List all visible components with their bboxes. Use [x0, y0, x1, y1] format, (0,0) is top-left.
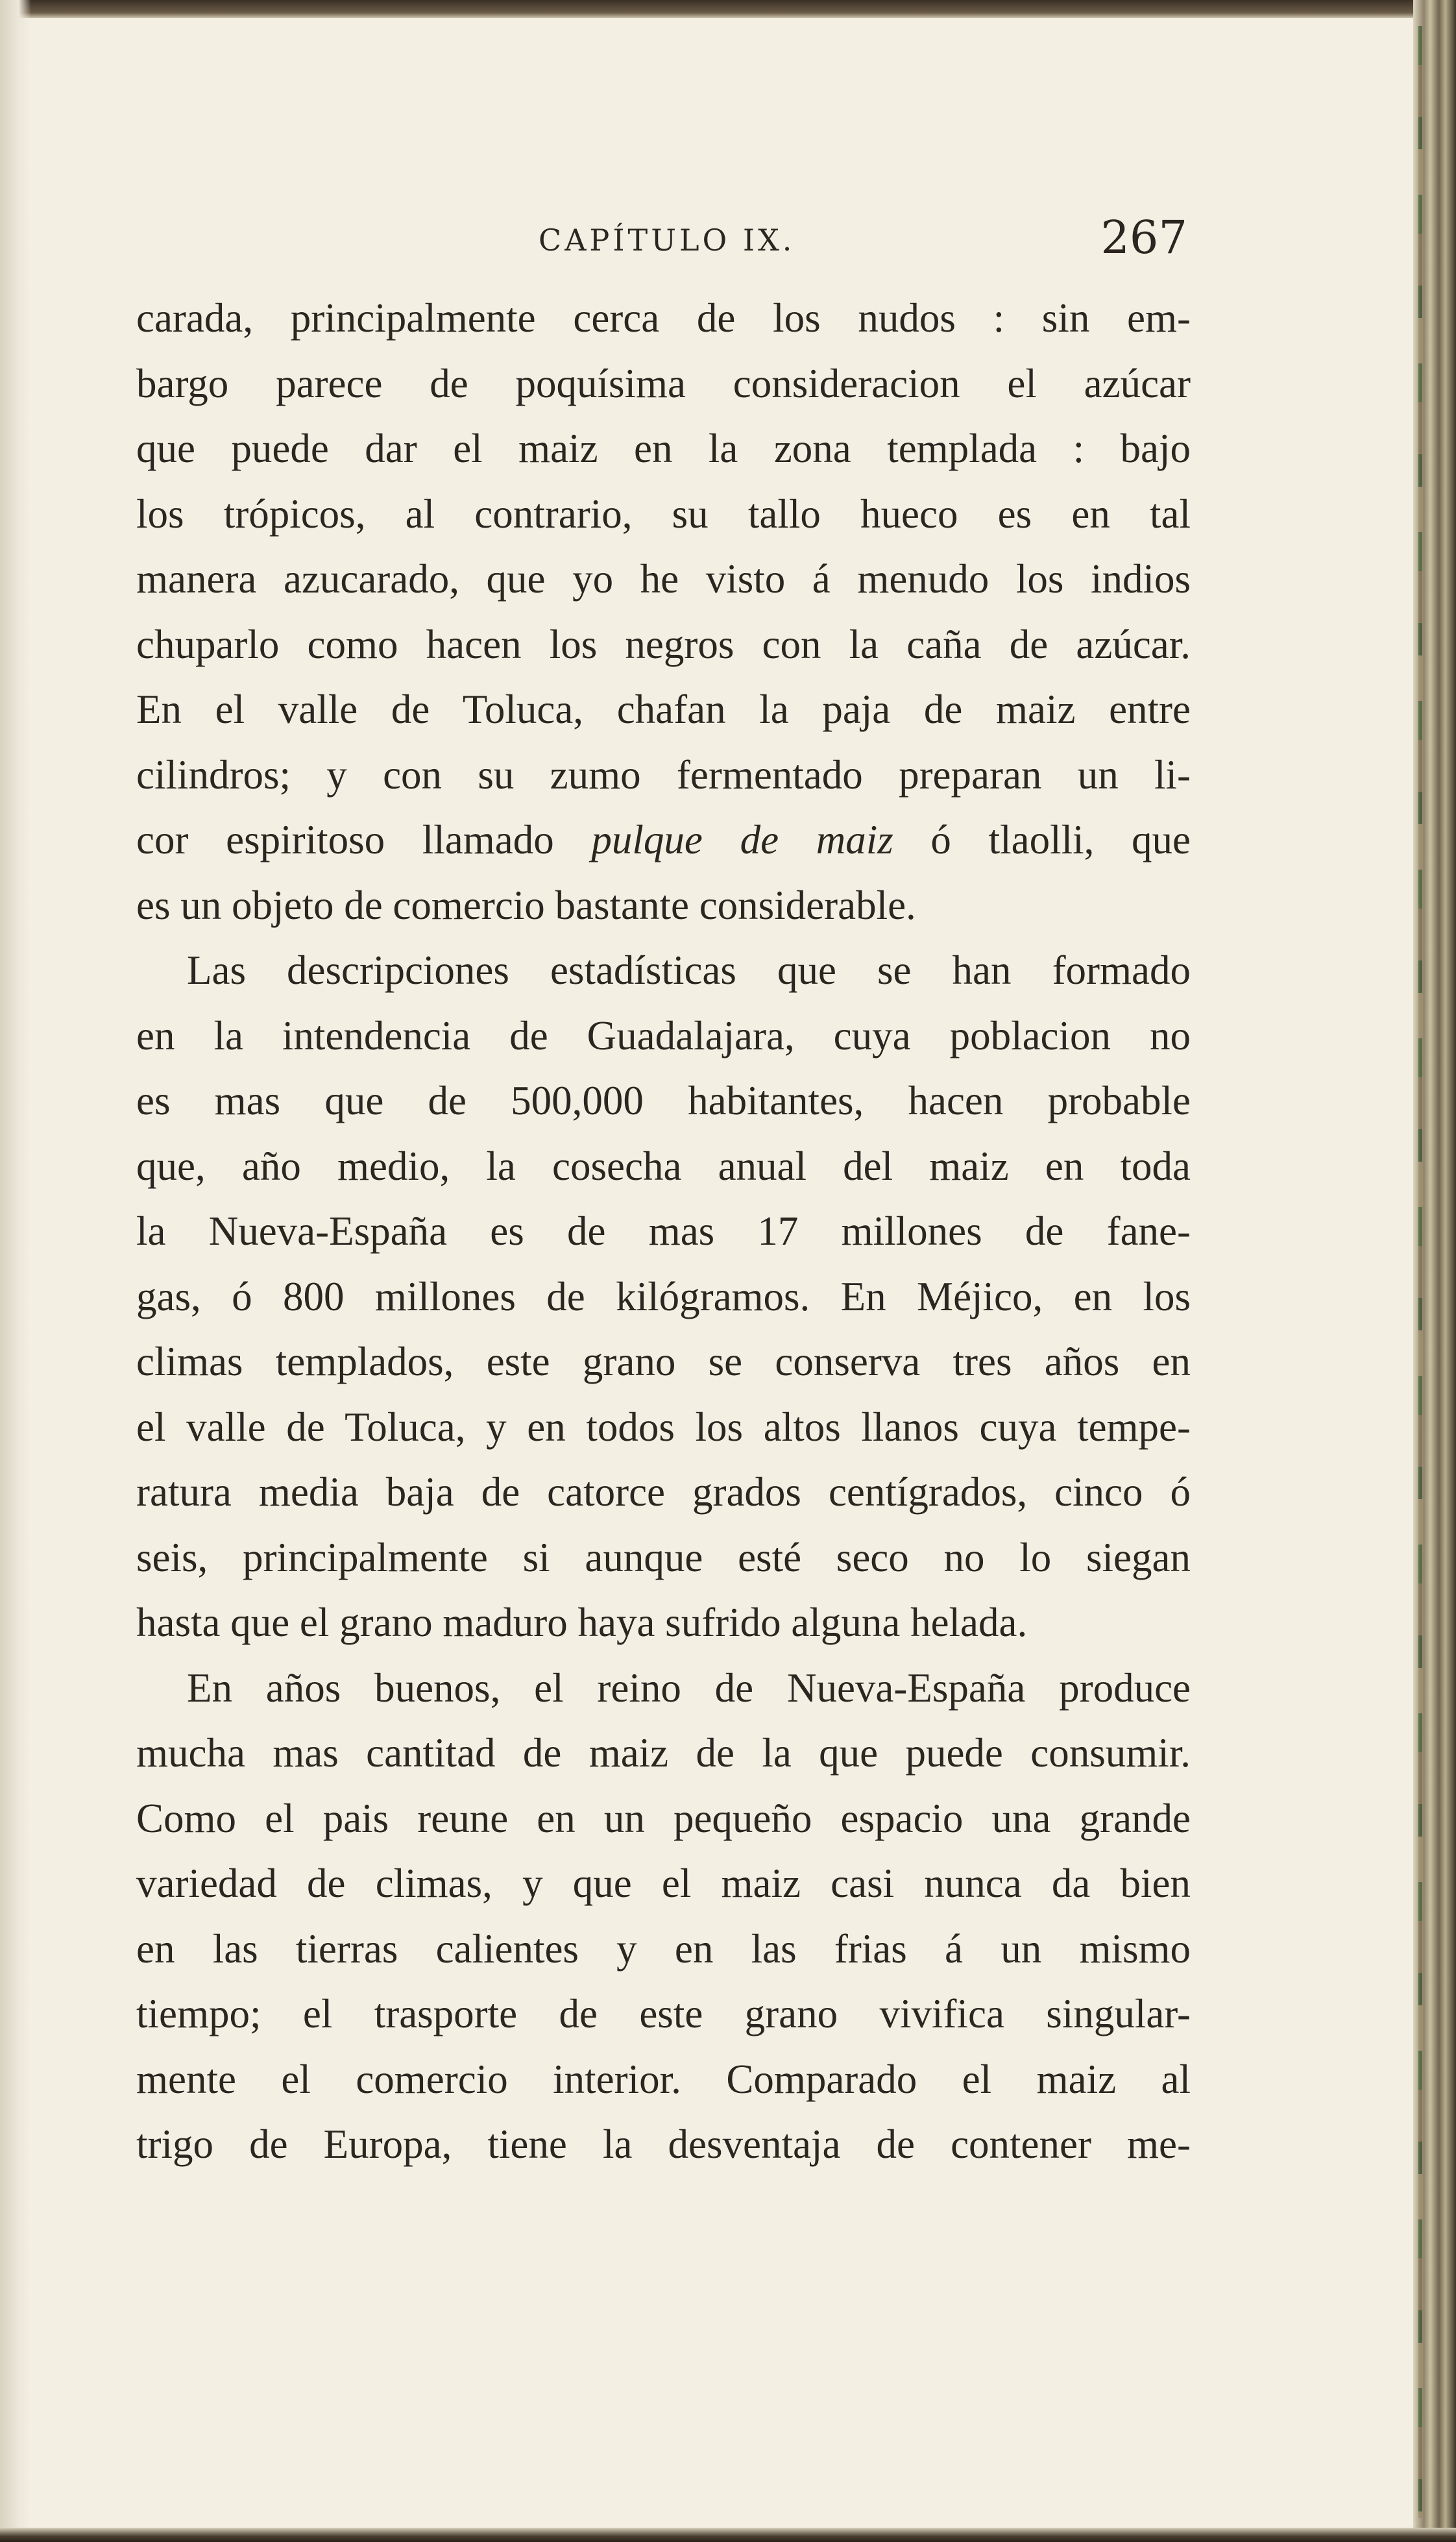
text-line: trigo de Europa, tiene la desventaja de contener me-: [136, 2121, 1191, 2167]
text-line: manera azucarado, que yo he visto á menudo los indios: [136, 556, 1191, 602]
text-line: la Nueva-España es de mas 17 millones de fane-: [136, 1208, 1191, 1254]
text-line: que puede dar el maiz en la zona templada : bajo: [136, 426, 1191, 471]
text-line: es mas que de 500,000 habitantes, hacen probable: [136, 1078, 1191, 1123]
text-line: en las tierras calientes y en las frias á un mismo: [136, 1925, 1191, 1972]
text-line: seis, principalmente si aunque esté seco no lo siegan: [136, 1534, 1191, 1580]
text-line: que, año medio, la cosecha anual del maiz en toda: [136, 1143, 1191, 1189]
text-line: es un objeto de comercio bastante considerable.: [136, 882, 916, 928]
text-line: bargo parece de poquísima consideracion el azúcar: [136, 360, 1191, 406]
page-left-edge: [0, 0, 31, 2542]
text-line: cilindros; y con su zumo fermentado preparan un li-: [136, 752, 1191, 798]
text-line: [136, 807, 1191, 873]
text-line: en la intendencia de Guadalajara, cuya poblacion no: [136, 1012, 1191, 1058]
page-bottom-edge: [0, 2528, 1456, 2542]
text-line: climas templados, este grano se conserva tres años en: [136, 1339, 1191, 1384]
running-head: [136, 211, 1187, 269]
text-line: Las descripciones estadísticas que se han formado: [187, 947, 1191, 993]
text-line: carada, principalmente cerca de los nudos : sin em-: [136, 295, 1191, 341]
text-line: los trópicos, al contrario, su tallo hueco es en tal: [136, 491, 1191, 537]
text-line: chuparlo como hacen los negros con la caña de azúcar.: [136, 621, 1191, 667]
text-line: variedad de climas, y que el maiz casi nunca da bien: [136, 1861, 1191, 1906]
text-line: Como el pais reune en un pequeño espacio una grande: [136, 1795, 1191, 1841]
chapter-heading: CAPÍTULO IX.: [539, 223, 795, 258]
text-line: el valle de Toluca, y en todos los altos llanos cuya tempe-: [136, 1404, 1191, 1450]
paragraph: [136, 1656, 1191, 2177]
paragraph: [136, 938, 1191, 1656]
page-top-edge: [0, 0, 1456, 18]
italic-term: pulque de maiz: [591, 817, 893, 862]
text-line: ratura media baja de catorce grados centígrados, cinco ó: [136, 1469, 1191, 1515]
text-line: hasta que el grano maduro haya sufrido alguna helada.: [136, 1600, 1028, 1645]
text-line: gas, ó 800 millones de kilógramos. En Méjico, en los: [136, 1273, 1191, 1319]
text-line: En años buenos, el reino de Nueva-España produce: [187, 1665, 1191, 1711]
text-run: cor espiritoso llamado: [136, 817, 592, 862]
text-line: tiempo; el trasporte de este grano vivifica singular-: [136, 1991, 1191, 2036]
text-line: mucha mas cantitad de maiz de la que puede consumir.: [136, 1730, 1191, 1776]
body-text: [136, 286, 1191, 2177]
paragraph: [136, 286, 1191, 938]
text-line: mente el comercio interior. Comparado el maiz al: [136, 2056, 1191, 2102]
page-number: 267: [1100, 211, 1187, 264]
text-line: En el valle de Toluca, chafan la paja de maiz entre: [136, 687, 1191, 732]
text-run: ó tlaolli, que: [893, 817, 1191, 862]
book-binding-stripe: [1418, 26, 1422, 2518]
